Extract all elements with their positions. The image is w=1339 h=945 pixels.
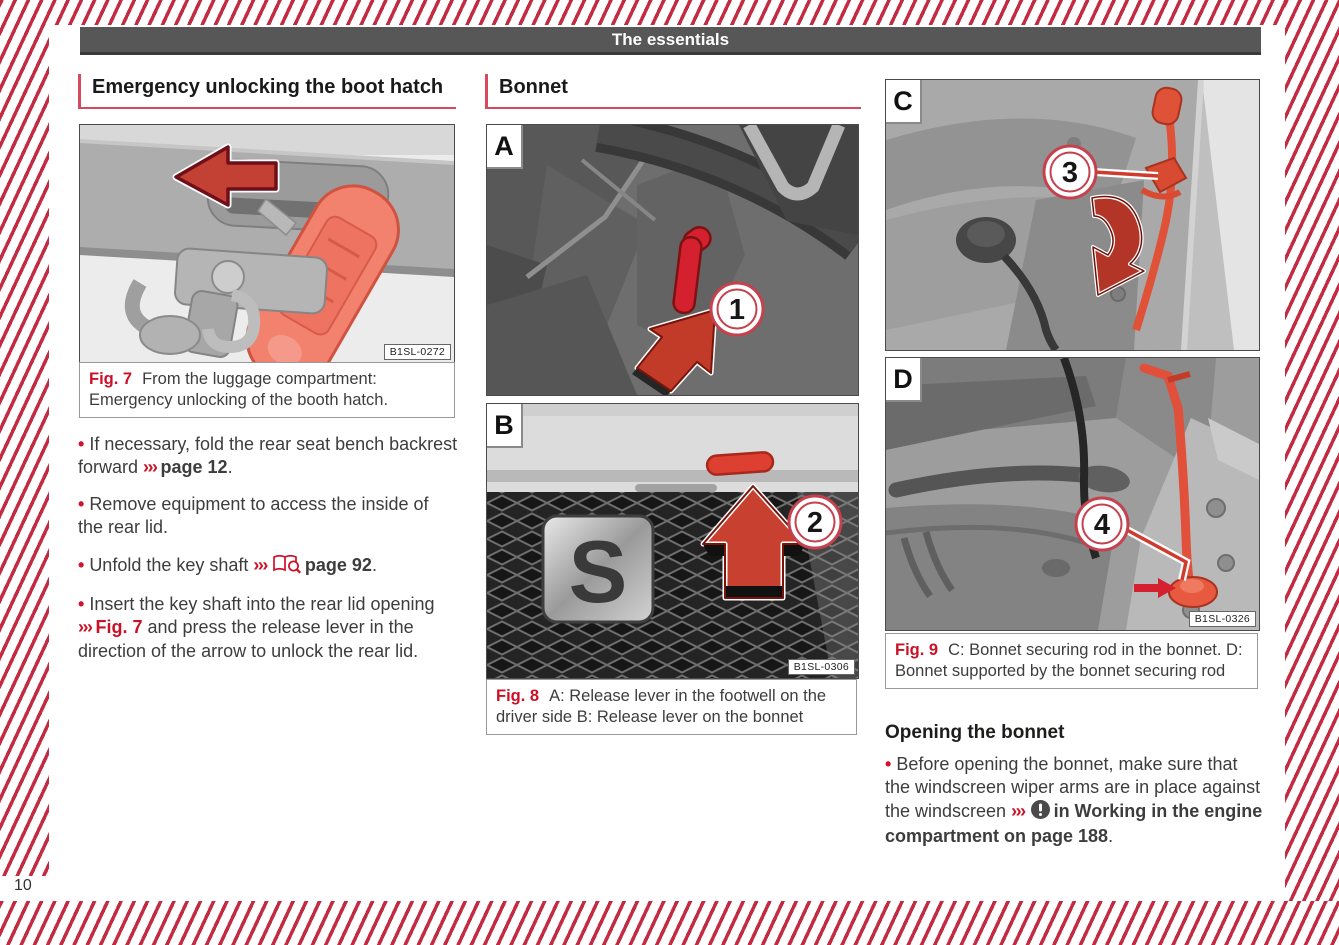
figure-9-panel-d <box>885 357 1260 631</box>
heading-text: Bonnet <box>499 76 568 98</box>
image-code: B1SL-0326 <box>1189 611 1256 627</box>
warning-circle-icon <box>1031 800 1050 825</box>
figure-7-label: Fig. 7 <box>89 370 133 388</box>
chevron-ref-icon: ››› <box>78 617 92 638</box>
frame-stripe-right <box>1285 0 1339 945</box>
svg-text:S: S <box>568 522 628 621</box>
chevron-ref-icon: ››› <box>143 457 157 478</box>
bullet-unfold-key: • Unfold the key shaft ››› page 92. <box>78 553 458 580</box>
heading-bonnet <box>485 74 861 109</box>
figure-7-image <box>79 124 455 364</box>
right-bullet-list <box>885 753 1265 862</box>
frame-stripe-left <box>0 0 49 876</box>
page-number: 10 <box>14 877 32 894</box>
figure-8-label: Fig. 8 <box>496 687 540 705</box>
boot-hatch-illustration <box>80 125 454 363</box>
image-code: B1SL-0306 <box>788 659 855 675</box>
bullet-fold-seat: • If necessary, fold the rear seat bench backrest forward ››› page 12. <box>78 433 458 480</box>
bonnet-rod-support-illustration <box>886 358 1259 630</box>
figure-9-caption-text: C: Bonnet securing rod in the bonnet. D: Bonnet supported by the bonnet securing rod <box>895 641 1243 681</box>
figure-7-caption-text: From the luggage compartment: Emergency unlocking of the booth hatch. <box>89 370 389 410</box>
page-header <box>80 27 1261 55</box>
book-search-icon <box>273 553 301 580</box>
left-bullet-list <box>78 433 458 676</box>
page-header-title: The essentials <box>611 30 730 49</box>
bullet-insert-key: • Insert the key shaft into the rear lid opening ››› Fig. 7 and press the release lever in the direction of the arrow to unlock the rear lid. <box>78 593 458 663</box>
bullet-remove-equipment: • Remove equipment to access the inside of the rear lid. <box>78 493 458 540</box>
figure-8-panel-a <box>486 124 859 396</box>
figure-7-caption <box>79 362 455 418</box>
fig-7-reference: Fig. 7 <box>95 617 143 638</box>
svg-text:1: 1 <box>728 294 746 326</box>
svg-text:4: 4 <box>1093 509 1111 541</box>
bonnet-rod-stowed-illustration <box>886 80 1259 350</box>
figure-9-label: Fig. 9 <box>895 641 939 659</box>
image-code: B1SL-0272 <box>384 344 451 360</box>
figure-9-caption <box>885 633 1258 689</box>
panel-label-d: D <box>886 358 922 402</box>
bonnet-release-tab-red <box>706 452 773 476</box>
heading-emergency-unlocking <box>78 74 456 109</box>
figure-8-caption-text: A: Release lever in the footwell on the driver side B: Release lever on the bonnet <box>496 687 827 727</box>
heading-text: Emergency unlocking the boot hatch <box>92 76 444 98</box>
panel-label-b: B <box>487 404 523 448</box>
footwell-lever-illustration <box>487 125 858 395</box>
seat-logo <box>543 516 653 622</box>
frame-stripe-top <box>0 0 1339 25</box>
svg-text:2: 2 <box>806 507 824 539</box>
figure-9-panel-c <box>885 79 1260 351</box>
svg-text:3: 3 <box>1061 157 1079 189</box>
frame-stripe-bottom <box>0 901 1339 945</box>
callout-2 <box>789 496 841 548</box>
panel-label-c: C <box>886 80 922 124</box>
panel-label-a: A <box>487 125 523 169</box>
callout-1 <box>711 283 763 335</box>
subheading-opening-the-bonnet: Opening the bonnet <box>885 722 1065 743</box>
bullet-before-opening: • Before opening the bonnet, make sure that the windscreen wiper arms are in place against the windscreen ››› in Working in the engine compartment on page 188. <box>885 753 1265 849</box>
figure-8-caption <box>486 679 857 735</box>
grille-lever-illustration <box>487 404 858 678</box>
chevron-ref-icon: ››› <box>253 554 267 575</box>
figure-8-panel-b <box>486 403 859 679</box>
chevron-ref-icon: ››› <box>1011 800 1025 821</box>
